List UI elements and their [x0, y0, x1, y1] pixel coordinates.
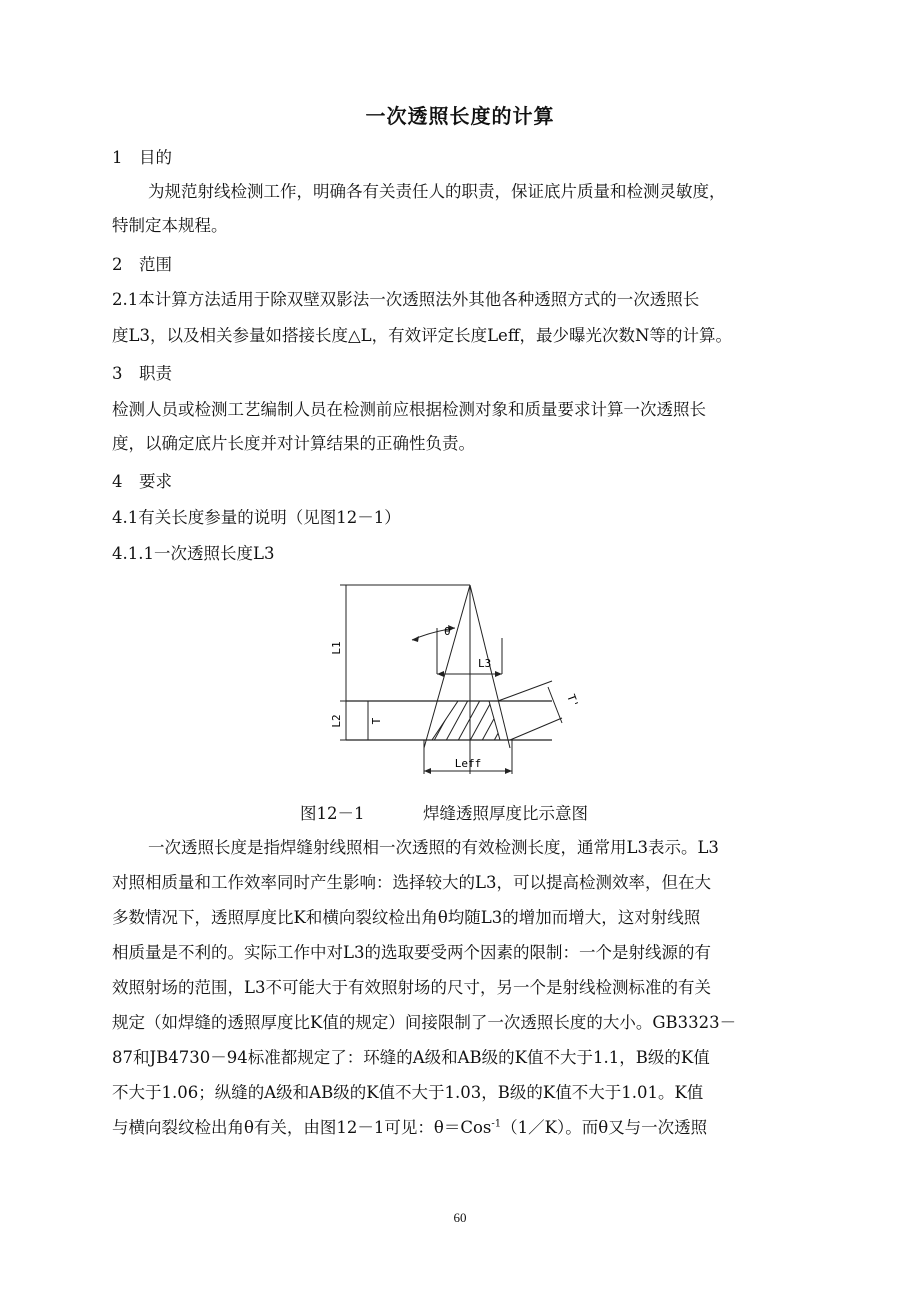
label-l2: L2 — [330, 714, 343, 728]
body-paragraph-line: 一次透照长度是指焊缝射线照相一次透照的有效检测长度，通常用L3表示。L3 — [148, 838, 719, 857]
label-theta: θ — [444, 625, 451, 638]
arrowhead — [437, 671, 444, 677]
section-2-heading: 2 范围 — [112, 255, 172, 274]
section-3-paragraph-line: 度，以确定底片长度并对计算结果的正确性负责。 — [112, 434, 475, 453]
figure-caption — [300, 800, 588, 824]
arrowhead — [505, 768, 512, 774]
formula-text-end: （1／K）。而θ又与一次透照 — [501, 1118, 708, 1137]
page-number: 60 — [453, 1210, 467, 1225]
section-1-paragraph-line: 为规范射线检测工作，明确各有关责任人的职责，保证底片质量和检测灵敏度， — [148, 182, 726, 201]
section-3-heading: 3 职责 — [112, 364, 172, 383]
label-l1: L1 — [330, 641, 343, 655]
body-paragraph-line — [112, 1116, 802, 1140]
label-leff: Leff — [454, 757, 482, 770]
body-paragraph-line: 相质量是不利的。实际工作中对L3的选取要受两个因素的限制：一个是射线源的有 — [112, 943, 711, 962]
section-2-paragraph-line: 度L3，以及相关参量如搭接长度△L，有效评定长度Leff，最少曝光次数N等的计算。 — [112, 326, 732, 345]
section-1-paragraph-line: 特制定本规程。 — [112, 216, 228, 235]
figure-caption-number: 图12－1 — [300, 804, 365, 823]
tprime-line — [510, 718, 562, 740]
tprime-line — [498, 681, 552, 701]
tprime-dimension-line — [548, 687, 562, 723]
beam-ray-left — [424, 585, 470, 748]
body-paragraph-line: 规定（如焊缝的透照厚度比K值的规定）间接限制了一次透照长度的大小。GB3323－ — [112, 1013, 737, 1032]
arrowhead — [495, 671, 502, 677]
section-4-1-heading: 4.1有关长度参量的说明（见图12－1） — [112, 508, 401, 527]
label-l3: L3 — [478, 657, 492, 670]
weld-thickness-ratio-diagram — [320, 578, 610, 783]
section-2-paragraph-line: 2.1本计算方法适用于除双壁双影法一次透照法外其他各种透照方式的一次透照长 — [112, 290, 700, 309]
section-4-1-1-heading: 4.1.1一次透照长度L3 — [112, 544, 275, 563]
body-paragraph-line: 对照相质量和工作效率同时产生影响：选择较大的L3，可以提高检测效率，但在大 — [112, 873, 711, 892]
section-4-heading: 4 要求 — [112, 472, 172, 491]
page-title: 一次透照长度的计算 — [365, 104, 555, 128]
figure-caption-text: 焊缝透照厚度比示意图 — [423, 804, 588, 823]
body-paragraph-line: 多数情况下，透照厚度比K和横向裂纹检出角θ均随L3的增加而增大，这对射线照 — [112, 908, 701, 927]
formula-superscript: -1 — [491, 1118, 502, 1130]
body-paragraph-line: 效照射场的范围，L3不可能大于有效照射场的尺寸，另一个是射线检测标准的有关 — [112, 978, 711, 997]
body-paragraph-line: 87和JB4730－94标准都规定了：环缝的A级和AB级的K值不大于1.1，B级的K值 — [112, 1048, 710, 1067]
label-tprime: T' — [564, 692, 581, 710]
label-t: T — [370, 717, 383, 725]
arrowhead — [424, 768, 431, 774]
section-1-heading: 1 目的 — [112, 148, 172, 167]
body-paragraph-line: 不大于1.06；纵缝的A级和AB级的K值不大于1.03，B级的K值不大于1.01。K值 — [112, 1083, 704, 1102]
weld-outline — [432, 701, 500, 740]
formula-text-start: 与横向裂纹检出角θ有关，由图12－1可见：θ＝Cos — [112, 1118, 492, 1137]
section-3-paragraph-line: 检测人员或检测工艺编制人员在检测前应根据检测对象和质量要求计算一次透照长 — [112, 400, 706, 419]
